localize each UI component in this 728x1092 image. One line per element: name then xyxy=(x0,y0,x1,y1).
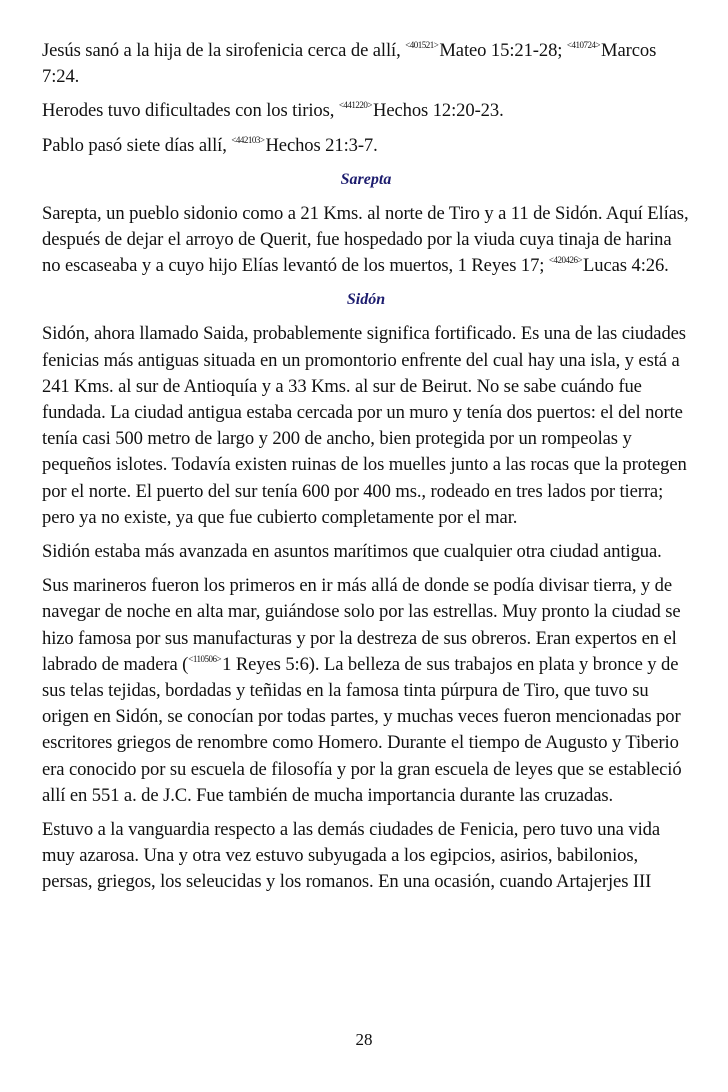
paragraph-text: Lucas 4:26. xyxy=(583,255,669,277)
paragraph-herodes xyxy=(42,98,690,124)
verse-reference-marker[interactable]: <441220> xyxy=(338,100,373,111)
paragraph-text: Marcos 7:24. xyxy=(42,40,657,88)
section-heading-sidon: Sidón xyxy=(346,291,386,309)
verse-reference-marker[interactable]: <110506> xyxy=(188,653,222,664)
paragraph-text: Jesús sanó a la hija de la sirofenicia cerca de allí, xyxy=(42,40,406,61)
paragraph-sidon-history: Estuvo a la vanguardia respecto a las demás ciudades de Fenicia, pero tuvo una vida muy azarosa. Una y otra vez estuvo subyugada a los egipcios, asirios, babilonios, persas, griegos, los seleucidas y los romanos. En una ocasión, cuando Artajerjes III xyxy=(42,819,660,893)
paragraph-sarepta xyxy=(42,201,690,280)
paragraph-pablo xyxy=(42,133,690,159)
verse-reference-marker[interactable]: <442103> xyxy=(231,134,265,145)
section-heading-sarepta: Sarepta xyxy=(340,170,392,188)
paragraph-sidon-sailors xyxy=(42,573,690,809)
paragraph-text: Sarepta, un pueblo sidonio como a 21 Kms. al norte de Tiro y a 11 de Sidón. Aquí Elías, después de dejar el arroyo de Querit, fue hospedado por la viuda cuya tinaja de harina no escaseaba y a cuyo hijo Elías levantó de los muertos, 1 Reyes 17; xyxy=(42,202,689,277)
page-number: 28 xyxy=(355,1030,373,1049)
verse-reference-marker[interactable]: <410724> xyxy=(566,39,601,50)
paragraph-text: Sus marineros fueron los primeros en ir más allá de donde se podía divisar tierra, y de navegar de noche en alta mar, guiándose solo por las estrellas. Muy pronto la ciudad se hizo famosa por sus manufacturas y por la destreza de sus obreros. Eran expertos en el labrado de madera ( xyxy=(42,575,681,675)
verse-reference-marker[interactable]: <401521> xyxy=(405,39,439,50)
paragraph-text: 1 Reyes 5:6). La belleza de sus trabajos en plata y bronce y de sus telas tejidas, bordadas y teñidas en la famosa tinta púrpura de Tiro, que tuvo su origen en Sidón, se conocían por todas partes, y muchas veces fueron mencionadas por escritores griegos de renombre como Homero. Durante el tiempo de Augusto y Tiberio era conocido por su escuela de filosofía y por la gran escuela de leyes que se estableció allí en 551 a. de J.C. Fue también de mucha importancia durante las cruzadas. xyxy=(42,653,682,806)
document-page xyxy=(42,38,690,904)
paragraph-text: Hechos 21:3-7. xyxy=(265,134,378,156)
paragraph-text: Herodes tuvo dificultades con los tirios, xyxy=(42,100,339,122)
paragraph-sidon-description: Sidón, ahora llamado Saida, probablemente significa fortificado. Es una de las ciudades fenicias más antiguas situada en un promontorio enfrente del cual hay una isla, y está a 241 Kms. al sur de Antioquía y a 33 Kms. al sur de Beirut. No se sabe cuándo fue fundada. La ciudad antigua estaba cercada por un muro y tenía dos puertos: el del norte tenía casi 500 metro de largo y 200 de ancho, bien protegida por un rompeolas y pequeños islotes. Todavía existen ruinas de los muelles junto a las rocas que la protegen por el norte. El puerto del sur tenía 600 por 400 ms., rodeado en tres lados por tierra; pero ya no existe, ya que fue cubierto completamente por el mar. xyxy=(42,323,687,528)
paragraph-text: Pablo pasó siete días allí, xyxy=(42,134,232,156)
paragraph-text: Mateo 15:21-28; xyxy=(439,40,567,61)
paragraph-sidon-maritime: Sidión estaba más avanzada en asuntos marítimos que cualquier otra ciudad antigua. xyxy=(42,541,662,563)
verse-reference-marker[interactable]: <420426> xyxy=(548,255,583,266)
paragraph-text: Hechos 12:20-23. xyxy=(373,100,504,122)
paragraph-sirofenicia xyxy=(42,38,690,90)
